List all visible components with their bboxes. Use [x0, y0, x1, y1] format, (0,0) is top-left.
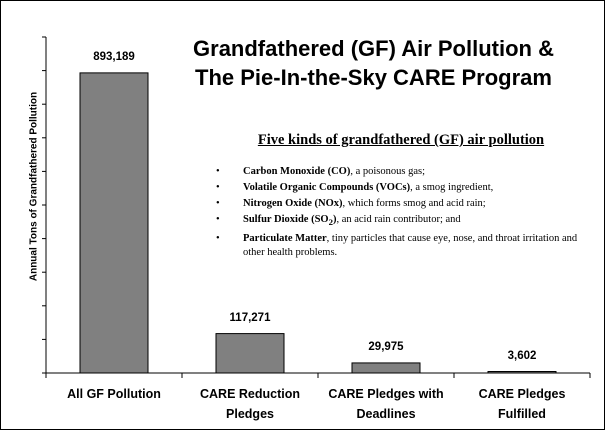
x-tick-label: [182, 384, 318, 424]
annotation-item: [216, 232, 591, 259]
annotation-text: , a poisonous gas;: [350, 166, 426, 177]
data-label: 3,602: [507, 349, 537, 362]
data-label: 117,271: [229, 311, 271, 324]
annotation-text: , tiny particles that cause eye, nose, and throat irritation and other health problems.: [243, 233, 578, 258]
bullet-icon: •: [216, 233, 220, 245]
annotation-item: [216, 165, 591, 179]
annotation-item: [216, 213, 591, 230]
annotation-term: [243, 214, 337, 228]
chart-title-line-2: The Pie-In-the-Sky CARE Program: [195, 65, 552, 90]
bullet-icon: •: [216, 198, 220, 209]
y-axis-label: Annual Tons of Grandfathered Pollution: [28, 91, 40, 282]
x-tick-label-line: Pledges: [226, 407, 274, 421]
annotation-list: [216, 165, 591, 262]
annotation-term-start: Sulfur Dioxide (SO: [243, 214, 329, 225]
x-tick-label-line: CARE Pledges with: [328, 387, 444, 401]
x-tick-label: [46, 384, 182, 404]
x-tick-label-line: CARE Pledges: [478, 387, 566, 401]
x-tick-label-line: All GF Pollution: [67, 387, 161, 401]
bar: [80, 73, 148, 373]
bullet-icon: •: [216, 166, 220, 177]
x-tick-label: [454, 384, 590, 424]
annotation-item: [216, 181, 591, 195]
x-tick-label-line: CARE Reduction: [200, 387, 300, 401]
annotation-item: [216, 197, 591, 211]
annotation-term: Volatile Organic Compounds (VOCs): [243, 182, 411, 193]
chart-title: [151, 34, 596, 92]
bar: [216, 334, 284, 373]
x-tick-label-line: Fulfilled: [498, 407, 546, 421]
annotation-term: Particulate Matter: [243, 233, 327, 245]
bullet-icon: •: [216, 182, 220, 193]
annotation-text: , an acid rain contributor; and: [336, 214, 461, 225]
data-label: 893,189: [93, 50, 135, 63]
annotation-term-subscript: 2: [328, 217, 333, 228]
chart-title-line-1: Grandfathered (GF) Air Pollution &: [193, 36, 554, 61]
annotation-term: Nitrogen Oxide (NOx): [243, 198, 343, 209]
annotation-term-end: ): [332, 214, 337, 225]
annotation-term: Carbon Monoxide (CO): [243, 166, 351, 177]
annotation-heading: Five kinds of grandfathered (GF) air pollution: [257, 132, 545, 148]
bar: [488, 372, 556, 374]
x-tick-label: [318, 384, 454, 424]
annotation-text: , a smog ingredient,: [410, 182, 494, 193]
x-tick-label-line: Deadlines: [356, 407, 416, 421]
bullet-icon: •: [216, 214, 220, 225]
annotation-text: , which forms smog and acid rain;: [342, 198, 486, 209]
data-label: 29,975: [368, 340, 404, 353]
bar: [352, 363, 420, 373]
